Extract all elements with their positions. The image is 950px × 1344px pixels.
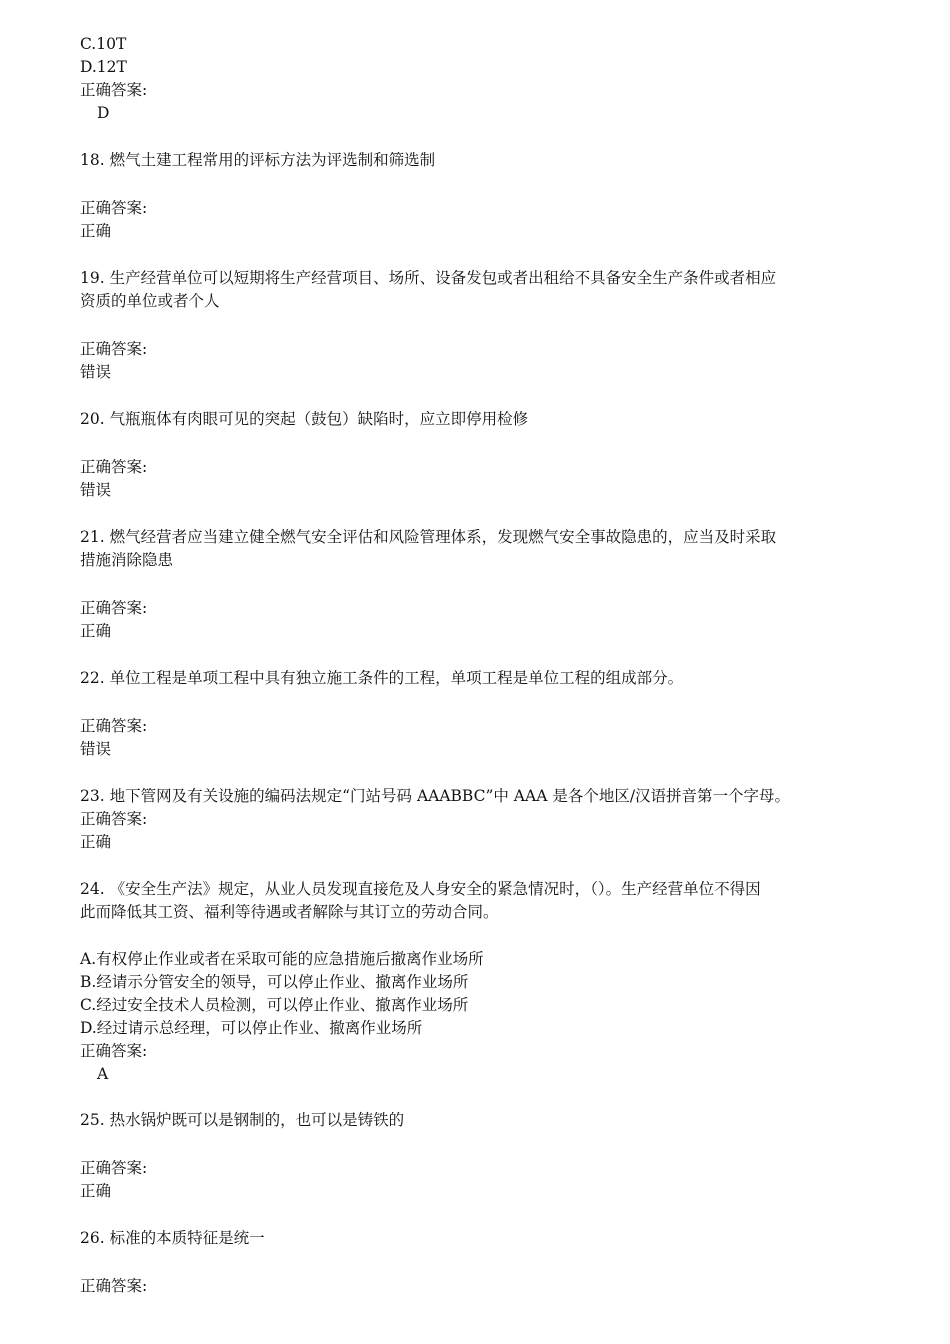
question-number: 19. — [80, 269, 105, 287]
question-number: 23. — [80, 787, 105, 805]
question-22 — [80, 667, 683, 689]
question-25 — [80, 1109, 404, 1131]
question-text: 单位工程是单项工程中具有独立施工条件的工程，单项工程是单位工程的组成部分。 — [109, 669, 684, 687]
answer-value: A — [97, 1065, 109, 1083]
question-24 — [80, 878, 761, 900]
answer-value: 正确 — [80, 222, 112, 240]
option-text: C.10T — [80, 35, 127, 53]
option-text: C.经过安全技术人员检测，可以停止作业、撤离作业场所 — [80, 996, 469, 1014]
question-text: 标准的本质特征是统一 — [109, 1229, 265, 1247]
option-text: D.12T — [80, 58, 127, 76]
answer-label: 正确答案: — [80, 810, 148, 828]
answer-value: 正确 — [80, 833, 112, 851]
question-text: 燃气经营者应当建立健全燃气安全评估和风险管理体系，发现燃气安全事故隐患的，应当及时采取 — [109, 528, 777, 546]
question-18 — [80, 149, 435, 171]
question-text: 热水锅炉既可以是钢制的，也可以是铸铁的 — [109, 1111, 405, 1129]
question-number: 18. — [80, 151, 105, 169]
question-number: 20. — [80, 410, 105, 428]
question-number: 24. — [80, 880, 105, 898]
question-number: 25. — [80, 1111, 105, 1129]
question-text-continued: 资质的单位或者个人 — [80, 292, 220, 310]
answer-value: 正确 — [80, 1182, 112, 1200]
question-text-continued: 措施消除隐患 — [80, 551, 174, 569]
question-text: 燃气土建工程常用的评标方法为评选制和筛选制 — [109, 151, 436, 169]
option-text: D.经过请示总经理，可以停止作业、撤离作业场所 — [80, 1019, 423, 1037]
answer-value: 错误 — [80, 363, 112, 381]
answer-value: 错误 — [80, 740, 112, 758]
question-26 — [80, 1227, 265, 1249]
answer-label: 正确答案: — [80, 599, 148, 617]
option-text: B.经请示分管安全的领导，可以停止作业、撤离作业场所 — [80, 973, 469, 991]
answer-label: 正确答案: — [80, 1159, 148, 1177]
answer-label: 正确答案: — [80, 199, 148, 217]
question-number: 21. — [80, 528, 105, 546]
answer-label: 正确答案: — [80, 1277, 148, 1295]
answer-label: 正确答案: — [80, 1042, 148, 1060]
question-19 — [80, 267, 776, 289]
question-number: 26. — [80, 1229, 105, 1247]
question-text: 《安全生产法》规定，从业人员发现直接危及人身安全的紧急情况时，（）。生产经营单位不得因 — [109, 880, 761, 898]
answer-label: 正确答案: — [80, 340, 148, 358]
answer-label: 正确答案: — [80, 81, 148, 99]
question-20 — [80, 408, 528, 430]
question-text: 生产经营单位可以短期将生产经营项目、场所、设备发包或者出租给不具备安全生产条件或者相应 — [109, 269, 777, 287]
answer-value: 错误 — [80, 481, 112, 499]
question-text: 气瓶瓶体有肉眼可见的突起（鼓包）缺陷时，应立即停用检修 — [109, 410, 529, 428]
question-number: 22. — [80, 669, 105, 687]
question-21 — [80, 526, 776, 548]
answer-label: 正确答案: — [80, 717, 148, 735]
answer-value: 正确 — [80, 622, 112, 640]
answer-label: 正确答案: — [80, 458, 148, 476]
answer-value: D — [97, 104, 110, 122]
question-23 — [80, 785, 790, 807]
question-text: 地下管网及有关设施的编码法规定“门站号码 AAABBC”中 AAA 是各个地区/汉语拼音第一个字母。 — [109, 787, 791, 805]
option-text: A.有权停止作业或者在采取可能的应急措施后撤离作业场所 — [80, 950, 484, 968]
question-text-continued: 此而降低其工资、福利等待遇或者解除与其订立的劳动合同。 — [80, 903, 499, 921]
